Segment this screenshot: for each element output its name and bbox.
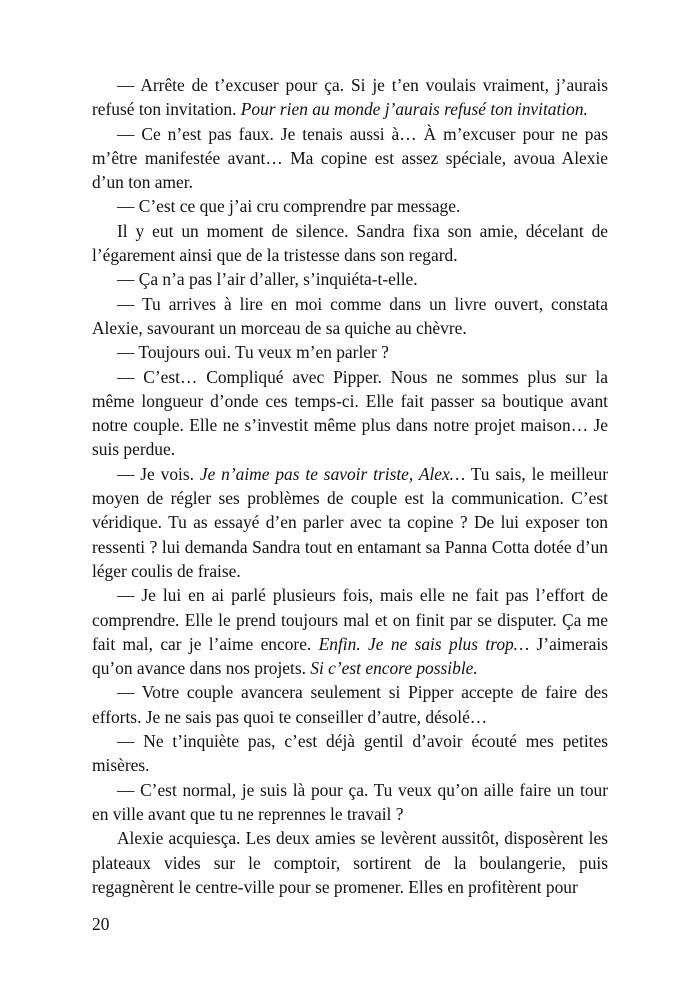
paragraph-1 (92, 73, 608, 122)
text-run: Tu sais, le meilleur moyen de régler ses problèmes de couple est la communication. C’est véridique. Tu as essayé d’en parler avec ta copine ? De lui exposer ton ressenti ? lui demanda Sandra tout en entamant sa Panna Cotta dotée d’un léger coulis de fraise. (92, 463, 609, 581)
text-run: — Votre couple avancera seulement si Pipper accepte de faire des efforts. Je ne sais pas quoi te conseiller d’autre, désolé… (92, 682, 608, 727)
paragraph-6 (92, 292, 608, 341)
text-run: — Ça n’a pas l’air d’aller, s’inquiéta-t-elle. (117, 269, 418, 290)
text-run: — C’est… Compliqué avec Pipper. Nous ne sommes plus sur la même longueur d’onde ces temps-ci. Elle fait passer sa boutique avant notre couple. Elle ne s’investit même plus dans notre projet maison… Je suis perdue. (92, 366, 608, 460)
paragraph-8 (92, 365, 608, 462)
text-run: Alexie acquiesça. Les deux amies se levèrent aussitôt, disposèrent les plateaux vides sur le comptoir, sortirent de la boulangerie, puis regagnèrent le centre-ville pour se promener. Elles en profitèrent pour (92, 828, 608, 897)
text-run: Il y eut un moment de silence. Sandra fixa son amie, décelant de l’égarement ainsi que de la tristesse dans son regard. (92, 220, 608, 266)
text-run: — Arrête de t’excuser pour ça. Si je t’en voulais vraiment, j’aurais refusé ton invitation. (92, 75, 608, 120)
paragraph-5 (92, 267, 608, 291)
paragraph-11 (92, 680, 608, 729)
italic-text-run: Je n’aime pas te savoir triste, Alex… (199, 463, 466, 484)
text-run: — Tu arrives à lire en moi comme dans un livre ouvert, constata Alexie, savourant un morceau de sa quiche au chèvre. (92, 293, 608, 338)
text-run: — Je lui en ai parlé plusieurs fois, mais elle ne fait pas l’effort de comprendre. Elle le prend toujours mal et on finit par se disputer. Ça me fait mal, car je l’aime encore. (92, 585, 608, 654)
paragraph-10 (92, 583, 608, 680)
paragraph-4 (92, 219, 608, 268)
italic-text-run: Pour rien au monde j’aurais refusé ton invitation. (240, 99, 588, 120)
paragraph-13 (92, 778, 608, 827)
text-run: — C’est normal, je suis là pour ça. Tu veux qu’on aille faire un tour en ville avant que tu ne reprennes le travail ? (92, 779, 608, 824)
italic-text-run: Enfin. Je ne sais plus trop… (318, 633, 530, 654)
page-number: 20 (92, 914, 110, 934)
paragraph-12 (92, 729, 608, 778)
paragraph-14 (92, 826, 608, 899)
text-run: — Ce n’est pas faux. Je tenais aussi à… À m’excuser pour ne pas m’être manifestée avant… Ma copine est assez spéciale, avoua Alexie d’un ton amer. (92, 123, 608, 193)
italic-text-run: Si c’est encore possible. (310, 658, 478, 679)
paragraph-2 (92, 122, 608, 195)
text-run: — Je vois. (117, 463, 200, 484)
text-run: — Ne t’inquiète pas, c’est déjà gentil d’avoir écouté mes petites misères. (92, 731, 608, 776)
paragraph-3 (92, 194, 608, 218)
paragraph-7 (92, 340, 608, 364)
text-run: J’aimerais qu’on avance dans nos projets. (92, 633, 608, 679)
text-run: — Toujours oui. Tu veux m’en parler ? (117, 342, 389, 363)
page-body (92, 73, 608, 899)
paragraph-9 (92, 462, 608, 583)
text-run: — C’est ce que j’ai cru comprendre par message. (117, 196, 461, 217)
